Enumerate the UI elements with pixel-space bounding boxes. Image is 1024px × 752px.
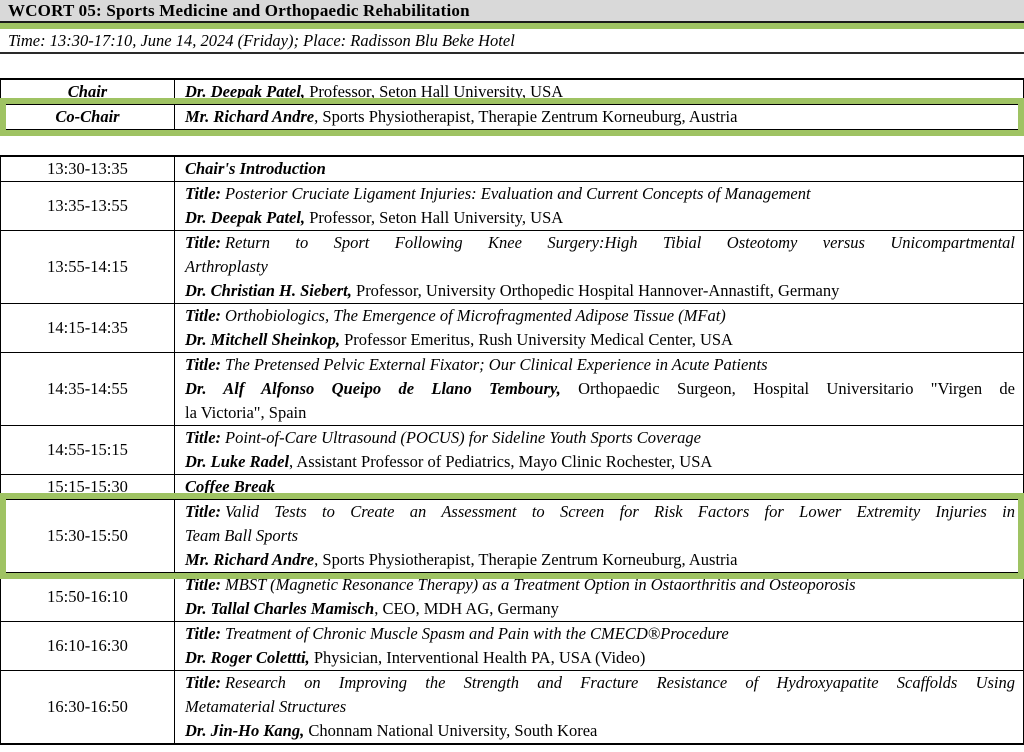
- session-content: [174, 157, 1023, 181]
- talk-title-continued: Metamaterial Structures: [185, 697, 347, 716]
- chair-content-cell: [174, 80, 1023, 104]
- speaker-affiliation: Orthopaedic Surgeon, Hospital Universitario "Virgen de: [560, 379, 1015, 398]
- time-slot: 16:10-16:30: [47, 636, 128, 655]
- session-label: Chair's Introduction: [185, 159, 326, 178]
- time-slot: 15:50-16:10: [47, 587, 128, 606]
- session-label: Coffee Break: [185, 477, 275, 496]
- speaker-name: Dr. Roger Colettti,: [185, 648, 310, 667]
- schedule-row: [1, 671, 1023, 743]
- session-content: [174, 353, 1023, 425]
- schedule-row: [1, 622, 1023, 671]
- time-slot: 15:15-15:30: [47, 477, 128, 496]
- chair-name: Dr. Deepak Patel,: [185, 82, 306, 101]
- schedule-table: [0, 155, 1024, 745]
- session-content: [174, 622, 1023, 670]
- co-chair-name: Mr. Richard Andre: [185, 107, 315, 126]
- schedule-row: [1, 353, 1023, 426]
- title-label: Title:: [185, 233, 222, 252]
- talk-title: Orthobiologics, The Emergence of Microfragmented Adipose Tissue (MFat): [225, 306, 726, 325]
- speaker-affiliation: Professor, Seton Hall University, USA: [305, 208, 564, 227]
- speaker-affiliation: Professor Emeritus, Rush University Medical Center, USA: [339, 330, 733, 349]
- talk-title-continued: Arthroplasty: [185, 257, 268, 276]
- session-content: [174, 500, 1023, 572]
- title-label: Title:: [185, 306, 222, 325]
- session-content: [174, 475, 1023, 499]
- speaker-affiliation: , Assistant Professor of Pediatrics, Mayo Clinic Rochester, USA: [289, 452, 713, 471]
- schedule-row: [1, 426, 1023, 475]
- speaker-affiliation-continued: la Victoria", Spain: [185, 403, 307, 422]
- speaker-name: Dr. Tallal Charles Mamisch: [185, 599, 375, 618]
- schedule-row: [1, 475, 1023, 500]
- talk-title: Valid Tests to Create an Assessment to Screen for Risk Factors for Lower Extremity Injuries in: [225, 502, 1015, 521]
- co-chair-affiliation: , Sports Physiotherapist, Therapie Zentrum Korneuburg, Austria: [314, 107, 738, 126]
- time-slot: 13:35-13:55: [47, 196, 128, 215]
- talk-title: The Pretensed Pelvic External Fixator; Our Clinical Experience in Acute Patients: [225, 355, 768, 374]
- page-title: WCORT 05: Sports Medicine and Orthopaedic Rehabilitation: [0, 0, 1024, 23]
- schedule-row-highlighted: [1, 500, 1023, 573]
- talk-title: Posterior Cruciate Ligament Injuries: Evaluation and Current Concepts of Management: [225, 184, 811, 203]
- talk-title: Treatment of Chronic Muscle Spasm and Pain with the CMECD®Procedure: [225, 624, 729, 643]
- co-chair-row: [1, 105, 1023, 129]
- schedule-row: [1, 231, 1023, 304]
- speaker-affiliation: Physician, Interventional Health PA, USA (Video): [309, 648, 646, 667]
- chair-row: [1, 80, 1023, 105]
- time-slot: 14:35-14:55: [47, 379, 128, 398]
- speaker-name: Dr. Luke Radel: [185, 452, 290, 471]
- title-label: Title:: [185, 355, 222, 374]
- spacer: [0, 130, 1024, 155]
- schedule-row: [1, 573, 1023, 622]
- speaker-name: Dr. Deepak Patel,: [185, 208, 306, 227]
- schedule-row: [1, 157, 1023, 182]
- session-content: [174, 573, 1023, 621]
- time-slot: 16:30-16:50: [47, 697, 128, 716]
- time-slot: 14:55-15:15: [47, 440, 128, 459]
- time-slot: 13:30-13:35: [47, 159, 128, 178]
- co-chair-content-cell: [174, 105, 1023, 129]
- speaker-name: Dr. Jin-Ho Kang,: [185, 721, 305, 740]
- title-label: Title:: [185, 184, 222, 203]
- session-content: [174, 304, 1023, 352]
- speaker-name: Dr. Mitchell Sheinkop,: [185, 330, 340, 349]
- session-content: [174, 182, 1023, 230]
- talk-title: Return to Sport Following Knee Surgery:High Tibial Osteotomy versus Unicompartmental: [225, 233, 1015, 252]
- chair-role-label: Chair: [67, 82, 108, 101]
- schedule-row: [1, 304, 1023, 353]
- title-label: Title:: [185, 502, 222, 521]
- chair-affiliation: Professor, Seton Hall University, USA: [305, 82, 564, 101]
- talk-title: Point-of-Care Ultrasound (POCUS) for Sideline Youth Sports Coverage: [225, 428, 701, 447]
- time-slot: 14:15-14:35: [47, 318, 128, 337]
- title-label: Title:: [185, 575, 222, 594]
- talk-title-continued: Team Ball Sports: [185, 526, 299, 545]
- speaker-affiliation: Chonnam National University, South Korea: [304, 721, 598, 740]
- title-label: Title:: [185, 624, 222, 643]
- spacer: [0, 54, 1024, 78]
- session-content: [174, 231, 1023, 303]
- time-slot: 15:30-15:50: [47, 526, 128, 545]
- speaker-affiliation: , Sports Physiotherapist, Therapie Zentrum Korneuburg, Austria: [314, 550, 738, 569]
- session-content: [174, 671, 1023, 743]
- session-content: [174, 426, 1023, 474]
- speaker-affiliation: Professor, University Orthopedic Hospital Hannover-Annastift, Germany: [351, 281, 840, 300]
- speaker-name: Dr. Alf Alfonso Queipo de Llano Temboury,: [185, 379, 561, 398]
- speaker-name: Dr. Christian H. Siebert,: [185, 281, 352, 300]
- title-label: Title:: [185, 673, 222, 692]
- co-chair-role-label: Co-Chair: [55, 107, 120, 126]
- speaker-name: Mr. Richard Andre: [185, 550, 315, 569]
- title-label: Title:: [185, 428, 222, 447]
- time-slot: 13:55-14:15: [47, 257, 128, 276]
- schedule-row: [1, 182, 1023, 231]
- chairs-table: [0, 78, 1024, 130]
- talk-title: Research on Improving the Strength and Fracture Resistance of Hydroxyapatite Scaffolds Using: [225, 673, 1015, 692]
- session-time-place: Time: 13:30-17:10, June 14, 2024 (Friday); Place: Radisson Blu Beke Hotel: [0, 29, 1024, 54]
- talk-title: MBST (Magnetic Resonance Therapy) as a Treatment Option in Ostaorthritis and Osteoporosis: [225, 575, 856, 594]
- speaker-affiliation: , CEO, MDH AG, Germany: [374, 599, 559, 618]
